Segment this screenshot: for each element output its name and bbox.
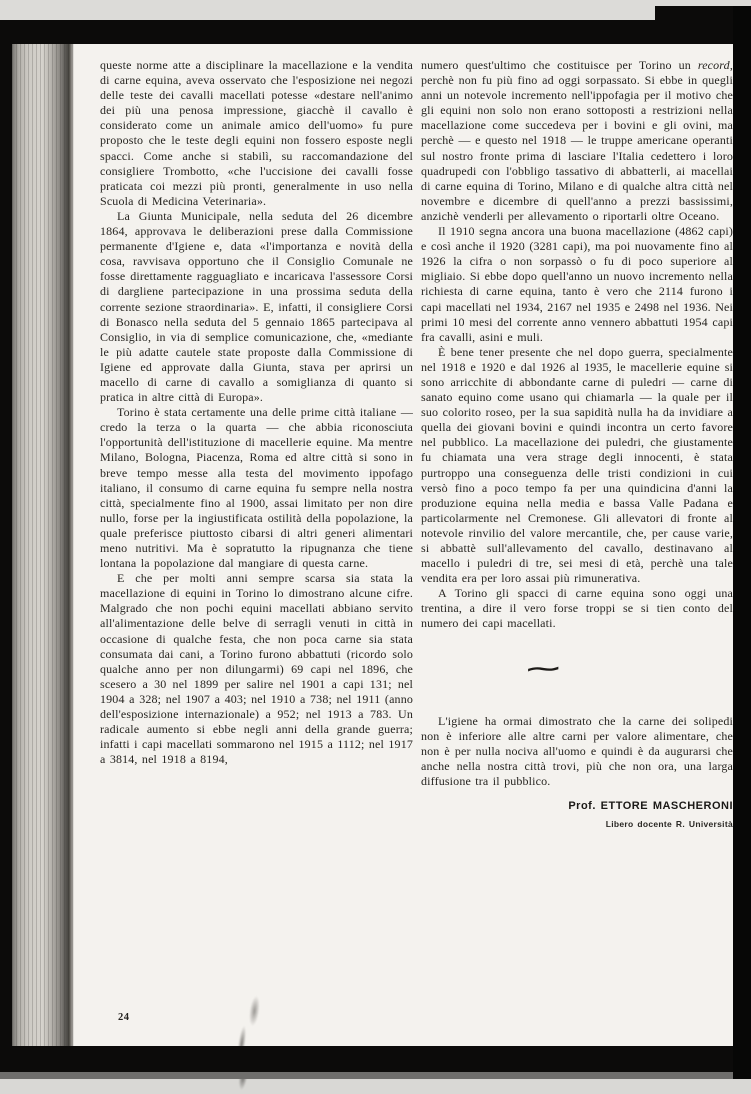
book-frame-left <box>0 26 12 1079</box>
book-frame-right <box>733 6 751 1079</box>
tilde-separator-icon: ∼ <box>524 658 563 680</box>
paragraph: queste norme atte a disciplinare la macellazione e la vendita di carne equina, aveva osservato che l'esposizione nei negozi delle teste dei cavalli macellati potesse «destare nell'animo dei più una penosa impressione, giacchè il cavallo è considerato come un animale amico dell'uomo» fu pure proposto che le teste degli equini non fossero esposte negli spacci. Come anche si stabilì, su raccomandazione del consigliere Trombotto, «che l'uccisione dei cavalli fosse praticata coi mezzi più pronti, generalmente in uso nella Scuola di Medicina Veterinaria». <box>100 58 413 208</box>
paragraph: Torino è stata certamente una delle prime città italiane — credo la terza o la quarta — che abbia riconosciuta l'opportunità dell'istituzione di macellerie equine. Ma mentre Milano, Bologna, Piacenza, Roma ed altre città si sono in breve tempo messe alla testa del movimento ippofago italiano, il consumo di carne equina fu sempre nella nostra città, specialmente fino al 1900, assai limitato per non dire nullo, forse per la ingiustificata ostilità della popolazione, la quale preferisce piuttosto cibarsi di altri generi alimentari meno nutritivi. Ma è sopratutto la ripugnanza che tiene lontana la popolazione dal mangiare di questa carne. <box>100 405 413 571</box>
paragraph <box>421 58 733 224</box>
italic-word: record <box>697 58 730 72</box>
paragraph: E che per molti anni sempre scarsa sia stata la macellazione di equini in Torino lo dimostrano alcune cifre. Malgrado che non pochi equini macellati abbiano servito all'alimentazione delle belve di serragli venuti in città in occasione di qualche festa, che non poca carne sia stata consumata dai cani, a Torino furono abbattuti (ricordo solo qualche anno per non dilungarmi) 69 capi nel 1896, che scesero a 30 nel 1899 per salire nel 1901 a capi 131; nel 1904 a 328; nel 1907 a 403; nel 1910 a 738; nel 1911 (anno dell'esposizione internazionale) a 952; nel 1913 a 783. Un radicale aumento si ebbe negli anni della grande guerra; infatti i capi macellati sommarono nel 1915 a 1112; nel 1917 a 3814, nel 1918 a 8194, <box>100 571 413 767</box>
paragraph: È bene tener presente che nel dopo guerra, specialmente nel 1918 e 1920 e dal 1926 al 1935, le macellerie equine si sono arricchite di abbondante carne di puledri — carne di sanato equino come usano qui chiamarla — la quale per il suo colorito roseo, per la sua sapidità nulla ha da invidiare a quella dei giovani bovini e quindi incontra un certo favore nel pubblico. La macellazione dei puledri, che giustamente fu chiamata una vera strage degli innocenti, è stata purtroppo una conseguenza delle tristi condizioni in cui versò fino a poco tempo fa per una quindicina d'anni la produzione equina nella media e bassa Valle Padana e particolarmente nel Cremonese. Gli allevatori di fronte al notevole rinvilio del valore mercantile, che, per cause varie, si abbattè sull'allevamento del cavallo, destinavano al macello i puledri di tre, sei mesi di età, perchè una tale vendita era per loro assai più rimunerativa. <box>421 344 733 586</box>
author-name: Prof. ETTORE MASCHERONI <box>568 800 733 813</box>
paragraph: L'igiene ha ormai dimostrato che la carne dei solipedi non è inferiore alle altre carni per valore alimentare, che non è per nulla nociva all'uomo e quindi è da augurarsi che anche nella nostra città trovi, più che non ora, una larga diffusione tra il pubblico. <box>421 713 733 788</box>
left-text-column <box>100 58 413 767</box>
right-text-column <box>421 58 733 832</box>
paragraph-text: numero quest'ultimo che costituisce per Torino un <box>421 58 698 72</box>
author-signature <box>421 799 733 832</box>
page-edge-stack <box>12 44 74 1048</box>
section-separator <box>421 658 733 682</box>
paragraph: Il 1910 segna ancora una buona macellazione (4862 capi) e così anche il 1920 (3281 capi), ma poi nuovamente fino al 1926 la cifra o non sorpassò o fu di poco superiore al migliaio. Si ebbe dopo quell'anno un nuovo incremento nella richiesta di carne equina, tanto è vero che 2114 furono i capi macellati nel 1934, 2167 nel 1935 e 2498 nel 1936. Nei primi 10 mesi del corrente anno vennero abbattuti 1954 capi fra cavalli, asini e muli. <box>421 224 733 344</box>
paragraph-text: , perchè non fu più fino ad oggi sorpassato. Si ebbe in quegli anni un notevole incremento nell'ippofagia per il motivo che gli equini non solo non erano sottoposti a restrizioni nella macellazione come succedeva per i bovini e gli ovini, ma perchè — e questo nel 1918 — le truppe americane operanti sul nostro fronte prima di lasciare l'Italia cedettero i loro quadrupedi con l'obbligo tassativo di abbatterli, ai macellai di carne equina di Torino, Milano e di qualche altra città nel novembre e dicembre di quell'anno a prezzi bassissimi, anzichè venderli per allevamento o riportarli oltre Oceano. <box>421 58 733 223</box>
book-frame-top <box>0 20 751 46</box>
page-number: 24 <box>118 1012 130 1023</box>
author-title: Libero docente R. Università <box>605 819 733 830</box>
paragraph: A Torino gli spacci di carne equina sono oggi una trentina, a dire il vero forse troppi se si tien conto del numero dei capi macellati. <box>421 586 733 631</box>
book-frame-bottom <box>0 1046 751 1072</box>
scanner-background-bottom <box>0 1072 751 1079</box>
scanned-book-page <box>12 44 733 1048</box>
paragraph: La Giunta Municipale, nella seduta del 26 dicembre 1864, approvava le deliberazioni prese dalla Commissione permanente d'Igiene e, data «l'importanza e novità della cosa, ravvisava opportuno che il Consiglio Comunale ne fosse direttamente ragguagliato e incaricava l'assessore Corsi di dargliene partecipazione in una prossima seduta della corrente sezione straordinaria». E, infatti, il consigliere Corsi di Bonasco nella seduta del 5 gennaio 1865 partecipava al Consiglio, in via di semplice comunicazione, che, «mediante le più adatte cautele state proposte dalla Commissione di Igiene ed approvate dalla Giunta, stava per aprirsi un macello di carne di cavallo a somiglianza di quanto si pratica in altre città di Europa». <box>100 208 413 405</box>
